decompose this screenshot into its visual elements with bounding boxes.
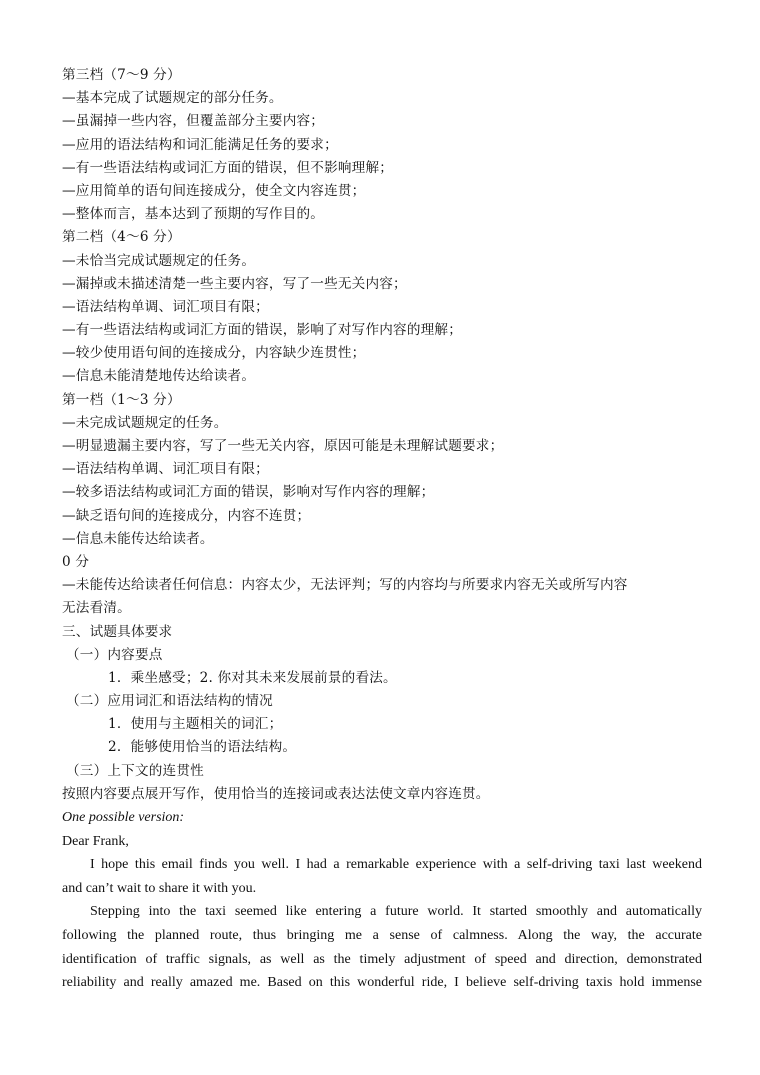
content-points-title: （一）内容要点 (66, 646, 163, 663)
band0-title: 0 分 (62, 553, 90, 570)
band2-item: —有一些语法结构或词汇方面的错误，影响了对写作内容的理解； (62, 322, 463, 339)
letter-greeting: Dear Frank, (62, 833, 129, 849)
sample-label: One possible version: (62, 810, 185, 825)
coherence-title: （三）上下文的连贯性 (66, 762, 204, 779)
band2-item: —语法结构单调、词汇项目有限； (62, 298, 269, 315)
band3-title: 第三档（7～9 分） (62, 67, 181, 83)
band1-item: —较多语法结构或词汇方面的错误，影响对写作内容的理解； (62, 484, 435, 501)
essay-line: following the planned route, thus bringing me a sense of calmness. Along the way, the accurate (62, 927, 702, 943)
band1-item: —语法结构单调、词汇项目有限； (62, 461, 269, 478)
band3-item: —基本完成了试题规定的部分任务。 (62, 90, 283, 107)
band0-item-continued: 无法看清。 (62, 600, 131, 617)
band3-item: —有一些语法结构或词汇方面的错误，但不影响理解； (62, 159, 394, 176)
requirements-heading: 三、试题具体要求 (62, 623, 173, 640)
band1-item: —明显遗漏主要内容，写了一些无关内容，原因可能是未理解试题要求； (62, 438, 504, 454)
content-points-item: 1．乘坐感受；2. 你对其未来发展前景的看法。 (108, 669, 397, 686)
vocab-grammar-item: 1．使用与主题相关的词汇； (108, 716, 283, 733)
band3-item: —整体而言，基本达到了预期的写作目的。 (62, 206, 325, 223)
coherence-text: 按照内容要点展开写作，使用恰当的连接词或表达法使文章内容连贯。 (62, 785, 490, 802)
band2-item: —未恰当完成试题规定的任务。 (62, 252, 256, 269)
band2-title: 第二档（4～6 分） (62, 229, 181, 246)
essay-line: and can’t wait to share it with you. (62, 880, 257, 896)
vocab-grammar-item: 2．能够使用恰当的语法结构。 (108, 739, 297, 756)
essay-line: I hope this email finds you well. I had a remarkable experience with a self-driving taxi last weekend (90, 857, 702, 873)
band0-item: —未能传达给读者任何信息：内容太少，无法评判；写的内容均与所要求内容无关或所写内容 (62, 577, 628, 594)
document-page (62, 64, 702, 995)
vocab-grammar-title: （二）应用词汇和语法结构的情况 (66, 693, 273, 710)
band2-item: —信息未能清楚地传达给读者。 (62, 368, 256, 385)
band1-item: —信息未能传达给读者。 (62, 530, 214, 547)
band3-item: —应用简单的语句间连接成分，使全文内容连贯； (62, 182, 366, 199)
band3-item: —应用的语法结构和词汇能满足任务的要求； (62, 136, 338, 153)
band1-title: 第一档（1～3 分） (62, 391, 181, 408)
essay-line: identification of traffic signals, as well as the timely adjustment of speed and direction, demonstrated (62, 951, 702, 967)
essay-line: Stepping into the taxi seemed like entering a future world. It started smoothly and automatically (90, 904, 702, 920)
band1-item: —缺乏语句间的连接成分，内容不连贯； (62, 507, 311, 524)
band1-item: —未完成试题规定的任务。 (62, 414, 228, 431)
band2-item: —漏掉或未描述清楚一些主要内容，写了一些无关内容； (62, 275, 407, 292)
band2-item: —较少使用语句间的连接成分，内容缺少连贯性； (62, 345, 366, 362)
essay-line: reliability and really amazed me. Based on this wonderful ride, I believe self-driving taxis hold immense (62, 975, 702, 991)
band3-item: —虽漏掉一些内容，但覆盖部分主要内容； (62, 113, 325, 130)
